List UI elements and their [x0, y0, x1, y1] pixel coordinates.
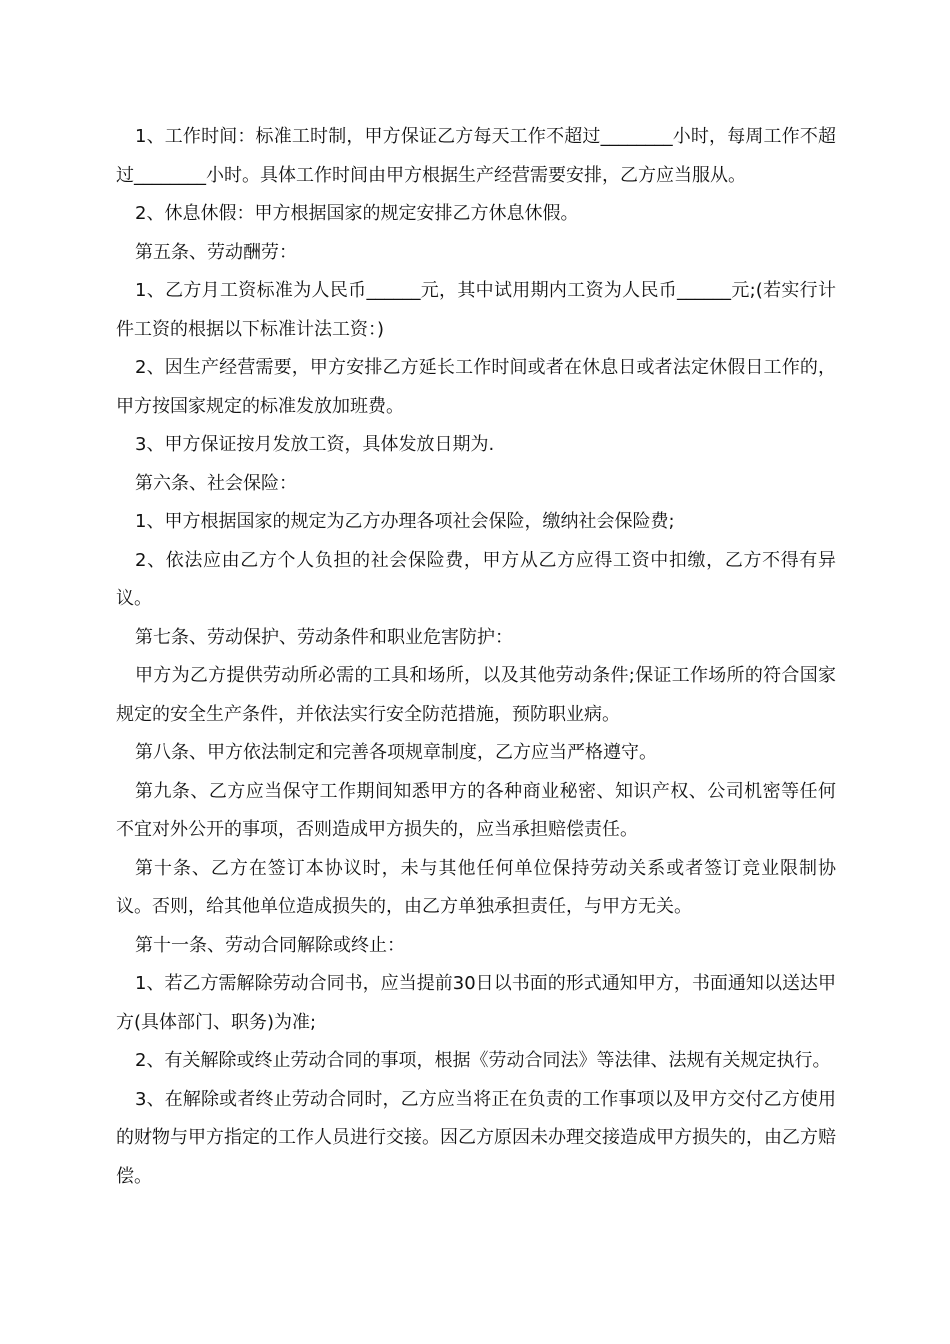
article-6-heading: 第六条、社会保险： — [135, 472, 297, 494]
article-10: 第十条、乙方在签订本协议时，未与其他任何单位保持劳动关系或者签订竞业限制协议。否则，给其他单位造成损失的，由乙方单独承担责任，与甲方无关。 — [116, 857, 836, 917]
article-5-heading: 第五条、劳动酬劳： — [135, 241, 297, 263]
clause-termination-law: 2、有关解除或终止劳动合同的事项，根据《劳动合同法》等法律、法规有关规定执行。 — [135, 1050, 831, 1071]
clause-social-insurance: 1、甲方根据国家的规定为乙方办理各项社会保险，缴纳社会保险费; — [135, 511, 675, 532]
clause-pay-date: 3、甲方保证按月发放工资，具体发放日期为. — [135, 434, 495, 455]
clause-monthly-salary: 1、乙方月工资标准为人民币______元，其中试用期内工资为人民币______元;(若实行计件工资的根据以下标准计法工资：) — [116, 280, 836, 340]
clause-overtime-pay: 2、因生产经营需要，甲方安排乙方延长工作时间或者在休息日或者法定休假日工作的，甲方按国家规定的标准发放加班费。 — [116, 357, 836, 417]
article-9: 第九条、乙方应当保守工作期间知悉甲方的各种商业秘密、知识产权、公司机密等任何不宜对外公开的事项，否则造成甲方损失的，应当承担赔偿责任。 — [116, 780, 836, 840]
clause-resignation-notice: 1、若乙方需解除劳动合同书，应当提前30日以书面的形式通知甲方，书面通知以送达甲方(具体部门、职务)为准; — [116, 973, 836, 1033]
clause-rest-leave: 2、休息休假：甲方根据国家的规定安排乙方休息休假。 — [135, 203, 579, 224]
clause-handover: 3、在解除或者终止劳动合同时，乙方应当将正在负责的工作事项以及甲方交付乙方使用的财物与甲方指定的工作人员进行交接。因乙方原因未办理交接造成甲方损失的，由乙方赔偿。 — [116, 1088, 836, 1187]
clause-labor-protection: 甲方为乙方提供劳动所必需的工具和场所，以及其他劳动条件;保证工作场所的符合国家规定的安全生产条件，并依法实行安全防范措施，预防职业病。 — [116, 665, 836, 725]
article-8: 第八条、甲方依法制定和完善各项规章制度，乙方应当严格遵守。 — [135, 742, 657, 763]
clause-insurance-deduction: 2、依法应由乙方个人负担的社会保险费，甲方从乙方应得工资中扣缴，乙方不得有异议。 — [116, 549, 836, 609]
article-11-heading: 第十一条、劳动合同解除或终止： — [135, 934, 405, 956]
document-body — [116, 118, 836, 1196]
article-7-heading: 第七条、劳动保护、劳动条件和职业危害防护： — [135, 626, 513, 648]
clause-work-hours: 1、工作时间：标准工时制，甲方保证乙方每天工作不超过________小时，每周工作不超过________小时。具体工作时间由甲方根据生产经营需要安排，乙方应当服从。 — [116, 126, 836, 186]
